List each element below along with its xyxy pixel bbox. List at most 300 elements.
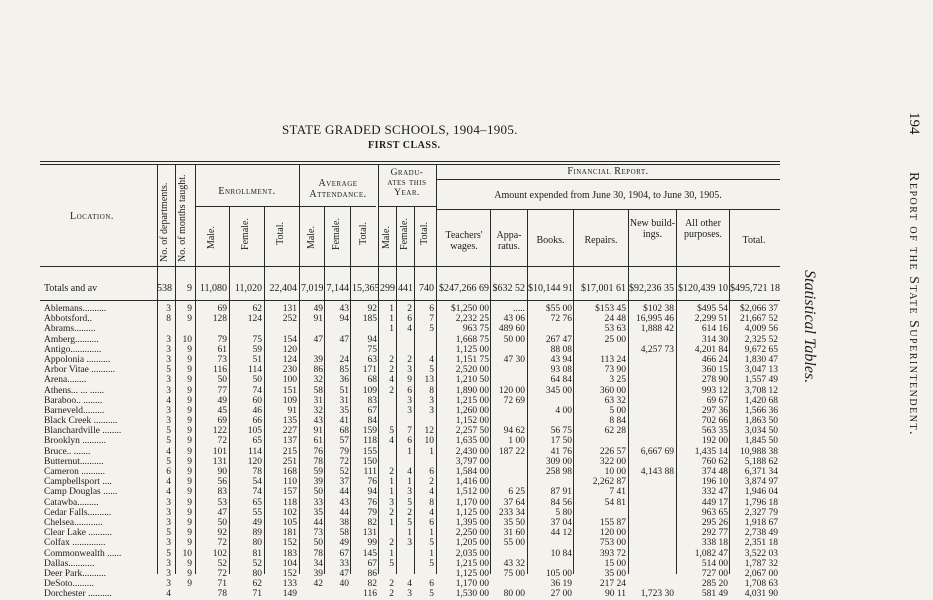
cell-repairs: 120 00 (599, 528, 626, 539)
cell-grad-female: 9 (407, 375, 412, 386)
cell-departments: 4 (166, 446, 171, 457)
cell-repairs: 3 25 (609, 375, 626, 386)
cell-months: 9 (187, 385, 192, 396)
cell-avg-male: 78 (313, 548, 323, 559)
cell-enr-female: 74 (252, 487, 262, 498)
cell-location: Antigo............. (44, 344, 102, 355)
cell-grad-female: 3 (407, 538, 412, 549)
cell-enr-total: 252 (282, 314, 297, 325)
cell-total-expended: 1,420 68 (744, 395, 778, 406)
cell-avg-female: 44 (339, 487, 349, 498)
cell-teachers-wages: $1,250 00 (451, 304, 489, 314)
cell-months: 9 (187, 517, 192, 528)
cell-repairs: 90 11 (604, 589, 626, 600)
cell-departments: 5 (166, 365, 171, 376)
cell-avg-male: 73 (313, 528, 323, 539)
cell-avg-total: 86 (367, 568, 377, 579)
cell-books: 105 00 (545, 568, 572, 579)
cell-other-purposes: 581 49 (701, 589, 728, 600)
cell-enr-male: 92 (217, 528, 227, 539)
cell-grad-female: 6 (407, 436, 412, 447)
cell-grad-male: 1 (389, 548, 394, 559)
cell-other-purposes: 338 18 (701, 538, 728, 549)
cell-departments: 3 (166, 344, 171, 355)
cell-grad-male: 1 (389, 517, 394, 528)
cell-enr-male: 69 (217, 416, 227, 427)
cell-repairs: 753 00 (599, 538, 626, 549)
cell-grad-total: 3 (429, 395, 434, 406)
running-head: Report of the State Superintendent. (906, 172, 921, 437)
cell-months: 9 (187, 426, 192, 437)
cell-grad-female: 1 (407, 477, 412, 488)
cell-other-purposes: 374 48 (701, 467, 728, 477)
cell-location: Campbellsport .... (44, 477, 112, 488)
cell-enr-female: 49 (252, 517, 262, 528)
cell-avg-total: 94 (367, 334, 377, 345)
cell-teachers-wages: 2,257 50 (455, 426, 489, 437)
cell-avg-total: 131 (362, 528, 377, 539)
cell-apparatus: 94 62 (503, 426, 525, 437)
cell-teachers-wages: 3,797 00 (455, 456, 489, 467)
cell-grad-total: 4 (429, 507, 434, 518)
cell-avg-total: 145 (362, 548, 377, 559)
cell-repairs: 63 32 (604, 395, 626, 406)
cell-enr-total: 152 (282, 538, 297, 549)
cell-books: 258 98 (545, 467, 572, 477)
cell-grad-female: 441 (398, 283, 413, 294)
cell-grad-male: 1 (389, 477, 394, 488)
cell-months: 9 (187, 456, 192, 467)
cell-enr-male: 56 (217, 477, 227, 488)
cell-departments: 3 (166, 385, 171, 396)
cell-teachers-wages: 2,520 00 (455, 365, 489, 376)
cell-location: Abbotsford.. (44, 314, 93, 325)
table-row (44, 579, 780, 589)
cell-other-purposes: 993 12 (701, 385, 728, 396)
cell-teachers-wages: 1,210 50 (455, 375, 489, 386)
cell-grad-total: 4 (429, 487, 434, 498)
cell-repairs: 25 00 (604, 334, 626, 345)
cell-departments: 3 (166, 568, 171, 579)
cell-grad-female: 2 (407, 304, 412, 314)
cell-departments: 5 (166, 436, 171, 447)
cell-avg-female: 37 (339, 477, 349, 488)
cell-books: 4 00 (555, 405, 572, 416)
cell-avg-total: 76 (367, 497, 377, 508)
cell-teachers-wages: 1,416 00 (455, 477, 489, 488)
cell-teachers-wages: 1,890 00 (455, 385, 489, 396)
cell-departments: 3 (166, 507, 171, 518)
cell-grad-total: 5 (429, 558, 434, 569)
cell-teachers-wages: 1,260 00 (455, 405, 489, 416)
table-row (44, 304, 780, 314)
cell-location: Cameron .......... (44, 467, 105, 477)
cell-location: Amberg.......... (44, 334, 99, 345)
cell-repairs: 54 81 (604, 497, 626, 508)
cell-teachers-wages: 1,151 75 (455, 354, 489, 365)
cell-grad-total: 2 (429, 477, 434, 488)
cell-grad-male: 4 (389, 375, 394, 386)
cell-books: 88 08 (550, 344, 572, 355)
table-row (44, 518, 780, 528)
cell-repairs: 7 41 (609, 487, 626, 498)
cell-departments: 8 (166, 314, 171, 325)
cell-other-purposes: 332 47 (701, 487, 728, 498)
cell-repairs: 73 90 (604, 365, 626, 376)
header-new-buildings: New build- ings. (629, 218, 676, 240)
cell-enr-male: 79 (217, 334, 227, 345)
cell-enr-total: 109 (282, 395, 297, 406)
cell-grad-total: 6 (429, 304, 434, 314)
cell-avg-male: 44 (313, 517, 323, 528)
cell-avg-female: 38 (339, 517, 349, 528)
cell-new-buildings: 4,257 73 (640, 344, 674, 355)
cell-months: 9 (187, 304, 192, 314)
cell-books: 72 76 (550, 314, 572, 325)
cell-repairs: 113 24 (600, 354, 626, 365)
cell-total-expended: 3,874 97 (744, 477, 778, 488)
table-row (44, 406, 780, 416)
table-row (44, 335, 780, 345)
cell-avg-male: 33 (313, 497, 323, 508)
header-departments: No. of departments. (159, 182, 170, 262)
cell-departments: 3 (166, 405, 171, 416)
cell-grad-male: 2 (389, 589, 394, 600)
table-row (44, 508, 780, 518)
table-row (44, 375, 780, 385)
cell-months: 9 (187, 477, 192, 488)
cell-enr-male: 116 (213, 365, 227, 376)
cell-location: Cedar Falls.......... (44, 507, 112, 518)
cell-apparatus: 43 06 (503, 314, 525, 325)
cell-teachers-wages: 1,668 75 (455, 334, 489, 345)
cell-avg-male: 39 (313, 354, 323, 365)
table-row (44, 538, 780, 548)
header-gr-male: Male. (381, 226, 392, 250)
cell-total-expended: 4,009 56 (744, 324, 778, 335)
cell-apparatus: 35 50 (503, 517, 525, 528)
cell-other-purposes: 292 77 (701, 528, 728, 539)
cell-enr-total: 133 (282, 579, 297, 590)
cell-repairs: 5 00 (609, 405, 626, 416)
table-top-rule (40, 161, 780, 162)
cell-enr-total: 149 (282, 589, 297, 600)
cell-enr-male: 11,080 (199, 283, 227, 294)
cell-apparatus: 43 32 (503, 558, 525, 569)
page-number: 194 (906, 112, 922, 135)
cell-enr-female: 80 (252, 568, 262, 579)
table-row (44, 426, 780, 436)
cell-grad-male: 5 (389, 558, 394, 569)
cell-location: Barneveld......... (44, 405, 105, 416)
cell-grad-total: 5 (429, 538, 434, 549)
cell-books: 87 91 (550, 487, 572, 498)
cell-grad-male: 4 (389, 436, 394, 447)
cell-enr-male: 52 (217, 558, 227, 569)
cell-avg-male: 39 (313, 568, 323, 579)
cell-other-purposes: 297 36 (701, 405, 728, 416)
cell-books: 5 80 (555, 507, 572, 518)
cell-grad-female: 3 (407, 395, 412, 406)
cell-total-expended: 10,988 38 (740, 446, 778, 457)
cell-enr-female: 114 (248, 446, 262, 457)
cell-location: Abrams......... (44, 324, 96, 335)
cell-avg-total: 82 (367, 579, 377, 590)
cell-location: Dorchester .......... (44, 589, 112, 600)
cell-enr-female: 55 (252, 507, 262, 518)
cell-other-purposes: 563 35 (701, 426, 728, 437)
cell-avg-total: 68 (367, 375, 377, 386)
cell-other-purposes: 295 26 (701, 517, 728, 528)
cell-grad-male: 1 (389, 487, 394, 498)
cell-location: DeSoto......... (44, 579, 94, 590)
cell-enr-total: 181 (282, 528, 297, 539)
header-apparatus: Appa- ratus. (496, 230, 522, 252)
cell-avg-male: 49 (313, 304, 323, 314)
cell-departments: 4 (166, 395, 171, 406)
cell-departments: 6 (166, 467, 171, 477)
cell-enr-male: 78 (217, 589, 227, 600)
cell-avg-total: 111 (363, 467, 377, 477)
cell-total-expended: 3,047 13 (744, 365, 778, 376)
header-other: All other purposes. (683, 218, 723, 240)
cell-enr-total: 154 (282, 334, 297, 345)
header-avg-total: Total. (358, 222, 369, 245)
cell-avg-male: 86 (313, 365, 323, 376)
cell-new-buildings: 1,888 42 (640, 324, 674, 335)
cell-months: 9 (187, 558, 192, 569)
cell-enr-female: 52 (252, 558, 262, 569)
cell-avg-female: 52 (339, 467, 349, 477)
cell-other-purposes: 963 65 (701, 507, 728, 518)
cell-enr-male: 50 (217, 517, 227, 528)
cell-books: 56 75 (550, 426, 572, 437)
page-subtitle: FIRST CLASS. (368, 140, 441, 151)
cell-grad-total: 12 (424, 426, 434, 437)
cell-location: Butternut.......... (44, 456, 104, 467)
cell-avg-total: 150 (362, 456, 377, 467)
cell-total-expended: 3,708 12 (744, 385, 778, 396)
cell-months: 9 (187, 375, 192, 386)
cell-avg-total: 185 (362, 314, 377, 325)
cell-months: 10 (182, 548, 192, 559)
cell-apparatus: 80 00 (503, 589, 525, 600)
cell-location: Baraboo.. ........ (44, 395, 103, 406)
cell-repairs: 2,262 87 (592, 477, 626, 488)
cell-avg-female: 43 (339, 304, 349, 314)
cell-enr-female: 51 (252, 354, 262, 365)
cell-repairs: 62 28 (604, 426, 626, 437)
cell-enr-male: 47 (217, 507, 227, 518)
cell-apparatus: 47 30 (503, 354, 525, 365)
cell-avg-female: 94 (339, 314, 349, 325)
cell-apparatus: 6 25 (508, 487, 525, 498)
cell-repairs: 360 00 (599, 385, 626, 396)
cell-avg-total: 79 (367, 507, 377, 518)
cell-total-expended: 2,327 79 (744, 507, 778, 518)
cell-enr-male: 128 (212, 314, 227, 325)
cell-books: 36 19 (550, 579, 572, 590)
cell-total-expended: 2,351 18 (744, 538, 778, 549)
cell-months: 9 (187, 344, 192, 355)
cell-enr-total: 102 (282, 507, 297, 518)
cell-grad-female: 5 (407, 497, 412, 508)
cell-avg-female: 41 (339, 416, 349, 427)
header-average: Average Attendance. (309, 178, 367, 200)
cell-avg-male: 78 (313, 456, 323, 467)
cell-other-purposes: 1,435 14 (694, 446, 728, 457)
cell-location: Arena........ (44, 375, 87, 386)
cell-grad-total: 8 (429, 497, 434, 508)
cell-enr-female: 71 (252, 589, 262, 600)
cell-enr-male: 61 (217, 344, 227, 355)
cell-grad-male: 1 (389, 314, 394, 325)
cell-enr-total: 91 (287, 405, 297, 416)
cell-grad-male: 3 (389, 497, 394, 508)
cell-location: Appolonia .......... (44, 354, 111, 365)
cell-avg-male: 35 (313, 507, 323, 518)
cell-location: Clear Lake .......... (44, 528, 113, 539)
cell-avg-male: 7,019 (301, 283, 324, 294)
cell-books: 41 76 (550, 446, 572, 457)
cell-avg-female: 51 (339, 385, 349, 396)
cell-enr-female: 66 (252, 416, 262, 427)
cell-enr-female: 50 (252, 375, 262, 386)
cell-avg-male: 61 (313, 436, 323, 447)
cell-repairs: 8 84 (609, 416, 626, 427)
section-label: Statistical Tables. (801, 270, 818, 384)
cell-total-expended: 1,918 67 (744, 517, 778, 528)
cell-total-expended: 1,946 04 (744, 487, 778, 498)
cell-avg-total: 94 (367, 487, 377, 498)
cell-books: $55 00 (545, 304, 572, 314)
cell-enr-total: 215 (282, 446, 297, 457)
table-body (44, 304, 780, 599)
cell-teachers-wages: 2,430 00 (455, 446, 489, 457)
cell-months: 9 (187, 497, 192, 508)
cell-months: 9 (187, 579, 192, 590)
cell-teachers-wages: 1,125 00 (455, 568, 489, 579)
cell-grad-female: 3 (407, 405, 412, 416)
cell-enr-total: 151 (282, 385, 297, 396)
financial-rule (436, 179, 780, 180)
table-row (44, 324, 780, 334)
cell-months: 9 (187, 416, 192, 427)
cell-enr-female: 78 (252, 467, 262, 477)
cell-grad-female: 5 (407, 517, 412, 528)
cell-books: 27 00 (550, 589, 572, 600)
cell-books: 309 00 (545, 456, 572, 467)
cell-enr-male: 73 (217, 354, 227, 365)
cell-grad-total: 1 (429, 548, 434, 559)
cell-total-expended: 9,672 65 (744, 344, 778, 355)
cell-departments: 538 (157, 283, 172, 294)
cell-grad-total: 1 (429, 528, 434, 539)
cell-total-expended: 5,188 62 (744, 456, 778, 467)
cell-departments: 3 (166, 416, 171, 427)
cell-other-purposes: 727 00 (701, 568, 728, 579)
totals-row (44, 284, 780, 296)
cell-new-buildings: 4,143 88 (640, 467, 674, 477)
totals-rule (40, 300, 780, 301)
cell-enr-total: 100 (282, 375, 297, 386)
table-row (44, 355, 780, 365)
cell-avg-total: 75 (367, 344, 377, 355)
cell-total-expended: 1,708 63 (744, 579, 778, 590)
cell-enr-male: 71 (217, 579, 227, 590)
cell-avg-female: 7,144 (326, 283, 349, 294)
cell-apparatus: 187 22 (498, 446, 525, 457)
cell-teachers-wages: 1,152 00 (455, 416, 489, 427)
cell-total-expended: 1,830 47 (744, 354, 778, 365)
cell-enr-total: 120 (282, 344, 297, 355)
cell-enr-total: 230 (282, 365, 297, 376)
table-row (44, 528, 780, 538)
cell-repairs: $17,001 61 (581, 283, 626, 294)
cell-departments: 3 (166, 517, 171, 528)
cell-grad-total: 4 (429, 354, 434, 365)
cell-avg-total: 118 (363, 436, 377, 447)
cell-avg-male: 58 (313, 385, 323, 396)
cell-grad-total: 5 (429, 324, 434, 335)
table-row (44, 447, 780, 457)
cell-teachers-wages: 2,232 25 (455, 314, 489, 325)
cell-teachers-wages: 1,635 00 (455, 436, 489, 447)
cell-avg-female: 57 (339, 436, 349, 447)
cell-months: 9 (187, 487, 192, 498)
cell-departments: 3 (166, 334, 171, 345)
cell-departments: 3 (166, 304, 171, 314)
cell-enr-female: 62 (252, 579, 262, 590)
cell-grad-total: 6 (429, 579, 434, 590)
cell-grad-male: 2 (389, 385, 394, 396)
table-row (44, 549, 780, 559)
cell-grad-male: 2 (389, 354, 394, 365)
cell-total-expended: 6,371 34 (744, 467, 778, 477)
table-row (44, 345, 780, 355)
table-row (44, 416, 780, 426)
cell-avg-male: 47 (313, 334, 323, 345)
cell-other-purposes: $495 54 (697, 304, 728, 314)
cell-repairs: 226 57 (599, 446, 626, 457)
cell-grad-male: 299 (380, 283, 395, 294)
cell-enr-male: 122 (212, 426, 227, 437)
cell-grad-total: 5 (429, 589, 434, 600)
cell-enr-total: 105 (282, 517, 297, 528)
cell-location: Arbor Vitae .......... (44, 365, 116, 376)
cell-apparatus: $632 52 (492, 283, 525, 294)
cell-months: 9 (187, 283, 192, 294)
cell-teachers-wages: 1,125 00 (455, 344, 489, 355)
cell-apparatus: 489 60 (498, 324, 525, 335)
cell-other-purposes: 360 15 (701, 365, 728, 376)
cell-avg-female: 44 (339, 507, 349, 518)
cell-months: 9 (187, 467, 192, 477)
cell-grad-male: 2 (389, 467, 394, 477)
cell-avg-total: 63 (367, 354, 377, 365)
cell-books: 345 00 (545, 385, 572, 396)
cell-months: 9 (187, 568, 192, 579)
cell-months: 10 (182, 334, 192, 345)
cell-total-expended: $2,066 37 (740, 304, 778, 314)
cell-grad-female: 3 (407, 365, 412, 376)
table-row (44, 498, 780, 508)
cell-months: 9 (187, 528, 192, 539)
cell-enr-female: 65 (252, 497, 262, 508)
table-row (44, 559, 780, 569)
cell-books: 17 50 (550, 436, 572, 447)
cell-grad-female: 1 (407, 528, 412, 539)
